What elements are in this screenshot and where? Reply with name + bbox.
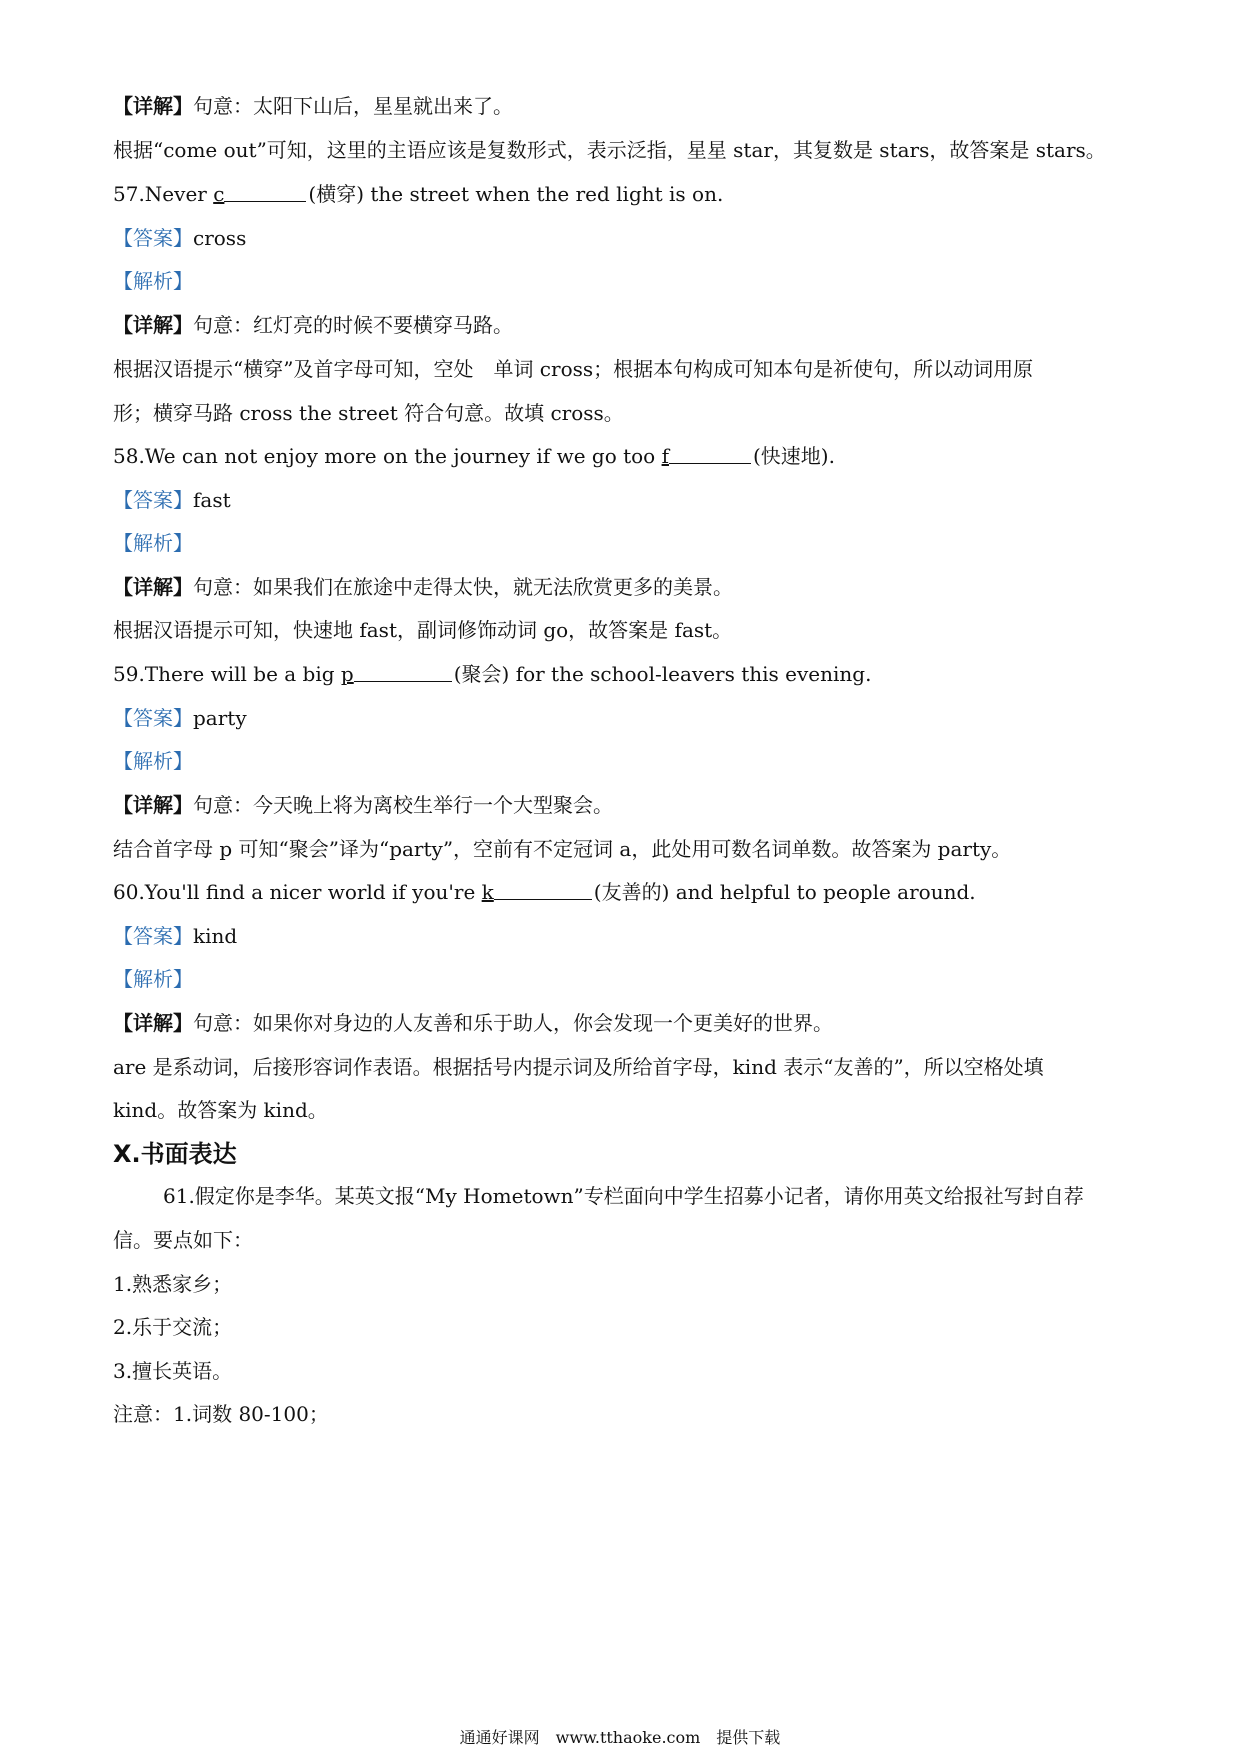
question-text: (聚会) for the school-leavers this evening.	[453, 662, 872, 686]
detail-text: 句意：今天晚上将为离校生举行一个大型聚会。	[193, 793, 613, 817]
answer-label: 【答案】	[113, 226, 193, 250]
question-58	[113, 441, 1140, 471]
detail-label: 【详解】	[113, 1011, 193, 1035]
q59-analysis-label: 【解析】	[113, 749, 193, 773]
q57-detail	[113, 310, 1140, 340]
detail-label: 【详解】	[113, 94, 193, 118]
q61-prompt-2: 信。要点如下：	[113, 1228, 253, 1252]
initial-letter: c	[213, 182, 225, 206]
answer-blank	[669, 445, 751, 464]
detail-text: 句意：太阳下山后，星星就出来了。	[193, 94, 513, 118]
detail-label: 【详解】	[113, 793, 193, 817]
q57-explanation-1: 根据汉语提示“横穿”及首字母可知，空处 单词 cross；根据本句构成可知本句是祈使句，所以动词用原	[113, 357, 1034, 381]
q58-explanation: 根据汉语提示可知，快速地 fast，副词修饰动词 go，故答案是 fast。	[113, 618, 733, 642]
answer-blank	[494, 881, 592, 900]
initial-letter: p	[340, 662, 354, 686]
question-57	[113, 179, 1140, 209]
answer-text: cross	[193, 226, 247, 250]
q61-point-3: 3.擅长英语。	[113, 1359, 233, 1383]
q60-detail	[113, 1008, 1140, 1038]
q56-detail	[113, 91, 1140, 121]
question-text: 58.We can not enjoy more on the journey if we go too	[113, 444, 662, 468]
question-text: (横穿) the street when the red light is on.	[308, 182, 724, 206]
answer-text: kind	[193, 924, 238, 948]
answer-label: 【答案】	[113, 706, 193, 730]
q57-explanation-2: 形；横穿马路 cross the street 符合句意。故填 cross。	[113, 401, 624, 425]
q61-point-1: 1.熟悉家乡；	[113, 1272, 233, 1296]
q61-prompt-1: 61.假定你是李华。某英文报“My Hometown”专栏面向中学生招募小记者，请你用英文给报社写封自荐	[163, 1184, 1084, 1208]
q61-note: 注意：1.词数 80-100；	[113, 1402, 329, 1426]
q60-analysis-label: 【解析】	[113, 967, 193, 991]
question-60	[113, 877, 1140, 907]
q57-analysis-label: 【解析】	[113, 269, 193, 293]
detail-text: 句意：红灯亮的时候不要横穿马路。	[193, 313, 513, 337]
question-59	[113, 659, 1140, 689]
answer-text: fast	[193, 488, 231, 512]
initial-letter: k	[481, 880, 494, 904]
answer-blank	[354, 663, 452, 682]
q60-explanation-2: kind。故答案为 kind。	[113, 1098, 328, 1122]
q59-detail	[113, 790, 1140, 820]
page-footer: 通通好课网 www.tthaoke.com 提供下载	[459, 1728, 781, 1747]
question-text: (快速地).	[752, 444, 835, 468]
answer-label: 【答案】	[113, 924, 193, 948]
detail-label: 【详解】	[113, 575, 193, 599]
question-text: 57.Never	[113, 182, 214, 206]
detail-text: 句意：如果我们在旅途中走得太快，就无法欣赏更多的美景。	[193, 575, 733, 599]
q58-analysis-label: 【解析】	[113, 531, 193, 555]
question-text: 59.There will be a big	[113, 662, 341, 686]
q58-answer	[113, 485, 1140, 515]
q61-point-2: 2.乐于交流；	[113, 1315, 233, 1339]
answer-blank	[224, 183, 306, 202]
detail-text: 句意：如果你对身边的人友善和乐于助人，你会发现一个更美好的世界。	[193, 1011, 833, 1035]
q60-answer	[113, 921, 1140, 951]
q56-explanation: 根据“come out”可知，这里的主语应该是复数形式，表示泛指，星星 star，其复数是 stars，故答案是 stars。	[113, 138, 1106, 162]
initial-letter: f	[661, 444, 669, 468]
answer-label: 【答案】	[113, 488, 193, 512]
q60-explanation-1: are 是系动词，后接形容词作表语。根据括号内提示词及所给首字母，kind 表示“友善的”，所以空格处填	[113, 1055, 1044, 1079]
question-text: 60.You'll find a nicer world if you're	[113, 880, 482, 904]
q57-answer	[113, 223, 1140, 253]
q59-answer	[113, 703, 1140, 733]
detail-label: 【详解】	[113, 313, 193, 337]
section-title: X.书面表达	[113, 1140, 237, 1168]
answer-text: party	[193, 706, 247, 730]
q58-detail	[113, 572, 1140, 602]
question-text: (友善的) and helpful to people around.	[593, 880, 976, 904]
q59-explanation: 结合首字母 p 可知“聚会”译为“party”，空前有不定冠词 a，此处用可数名词单数。故答案为 party。	[113, 837, 1012, 861]
